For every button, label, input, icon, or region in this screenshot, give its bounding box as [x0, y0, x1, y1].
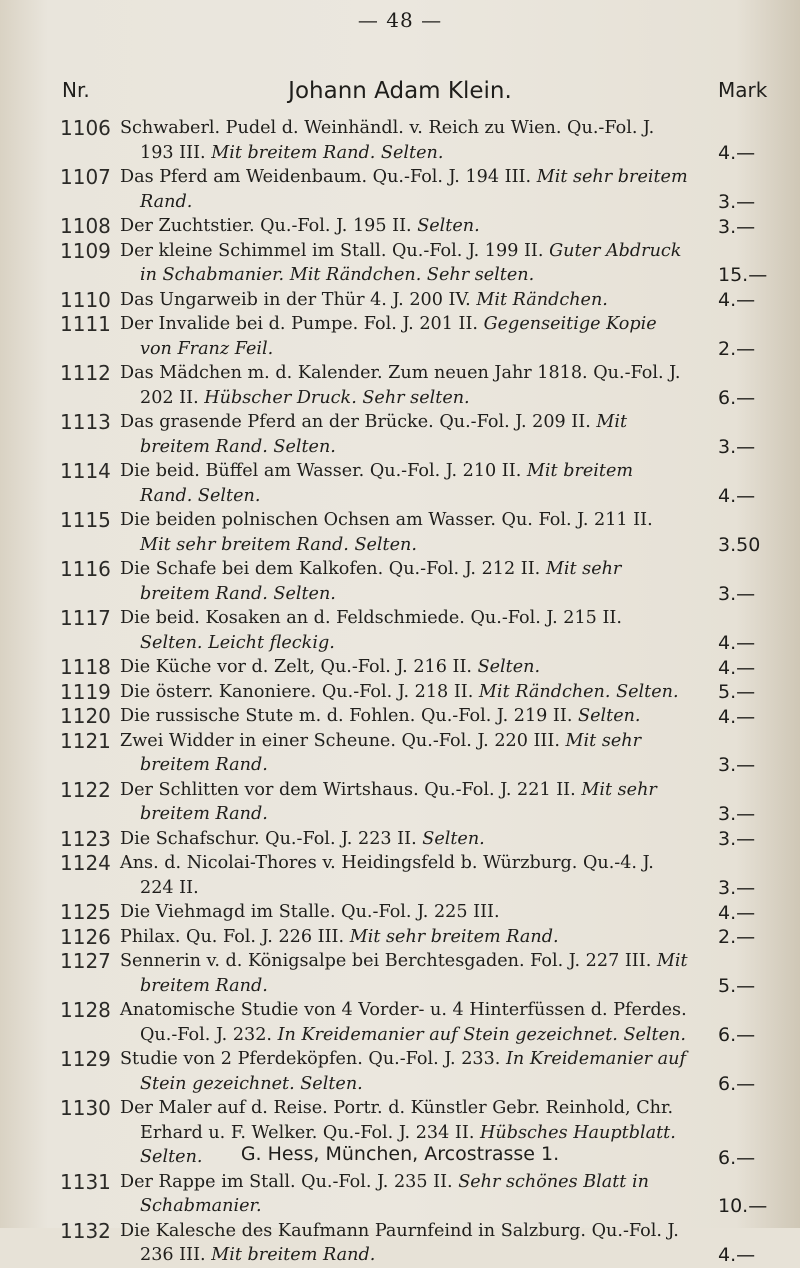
entry-price: 15.—: [718, 264, 768, 286]
entry-description: [120, 239, 688, 288]
entry-title: Der kleine Schimmel im Stall. Qu.-Fol. J. 199 II.: [120, 240, 544, 261]
entry-price: 4.—: [718, 1244, 756, 1266]
entry-price: 4.—: [718, 901, 756, 924]
entry-price: 3.—: [718, 435, 756, 458]
entry-price: 3.—: [718, 582, 756, 605]
entry-description: [120, 680, 688, 705]
entry-title: Der Maler auf d. Reise. Portr. d. Künstler Gebr. Reinhold, Chr. Erhard u. F. Welker. Qu.-Fol. J. 234 II.: [120, 1098, 674, 1143]
entry-price: 4.—: [718, 289, 756, 311]
entry-title: Sennerin v. d. Königsalpe bei Berchtesgaden. Fol. J. 227 III.: [120, 951, 652, 971]
entry-note: Sehr schönes Blatt in Schabmanier.: [140, 1171, 649, 1216]
entry-price: 3.—: [718, 828, 756, 850]
entry-price: 6.—: [718, 1023, 756, 1046]
entry-number: 1109: [60, 238, 111, 263]
catalog-entry: [0, 116, 800, 165]
column-header-mark: Mark: [718, 78, 768, 102]
entry-number: 1118: [60, 655, 111, 679]
entry-title: Die Schafschur. Qu.-Fol. J. 223 II.: [120, 828, 417, 849]
entry-number: 1115: [60, 508, 111, 532]
entry-title: Die Viehmagd im Stalle. Qu.-Fol. J. 225 III.: [120, 902, 500, 922]
entry-title: Das Mädchen m. d. Kalender. Zum neuen Jahr 1818. Qu.-Fol. J. 202 II.: [120, 363, 681, 408]
publisher-footer: G. Hess, München, Arcostrasse 1.: [240, 1143, 560, 1165]
catalog-entry: [0, 508, 800, 557]
entry-title: Der Invalide bei d. Pumpe. Fol. J. 201 II.: [120, 314, 478, 334]
entry-description: [120, 1047, 688, 1096]
entry-description: [120, 606, 688, 655]
entry-number: 1130: [60, 1096, 111, 1120]
entry-note: Mit breitem Rand.: [140, 951, 688, 996]
catalog-entry: [0, 239, 800, 288]
entry-price: 5.—: [718, 974, 756, 997]
entry-price: 4.—: [718, 631, 756, 654]
entry-title: Die Kalesche des Kaufmann Paurnfeind in Salzburg. Qu.-Fol. J. 236 III.: [120, 1220, 679, 1265]
entry-number: 1131: [60, 1169, 111, 1194]
catalog-entry: [0, 1170, 800, 1219]
entry-title: Der Rappe im Stall. Qu.-Fol. J. 235 II.: [120, 1171, 453, 1192]
entry-number: 1119: [60, 679, 111, 704]
entry-number: 1110: [60, 287, 111, 312]
entry-title: Die beid. Kosaken an d. Feldschmiede. Qu.-Fol. J. 215 II.: [120, 608, 622, 628]
entry-note: Mit sehr breitem Rand.: [140, 167, 688, 212]
entry-price: 6.—: [718, 386, 756, 409]
entry-note: Selten.: [578, 706, 641, 726]
catalog-entry: [0, 361, 800, 410]
entry-number: 1117: [60, 606, 111, 630]
entry-description: [120, 508, 688, 557]
entry-number: 1125: [60, 900, 111, 924]
catalog-entry: [0, 704, 800, 729]
entry-note: Selten.: [417, 216, 480, 236]
entry-price: 2.—: [718, 337, 756, 360]
entry-description: [120, 851, 688, 900]
entry-price: 4.—: [718, 705, 756, 728]
catalog-entry: [0, 214, 800, 239]
entry-description: [120, 312, 688, 361]
entry-price: 6.—: [718, 1072, 756, 1095]
entry-description: [120, 410, 688, 459]
entry-description: [120, 1219, 688, 1268]
entry-description: [120, 288, 688, 313]
entry-number: 1127: [60, 949, 111, 973]
catalog-entry: [0, 410, 800, 459]
entry-note: Selten.: [422, 828, 485, 849]
entry-number: 1107: [60, 165, 111, 189]
entry-title: Studie von 2 Pferdeköpfen. Qu.-Fol. J. 233.: [120, 1049, 501, 1069]
entry-title: Die Küche vor d. Zelt, Qu.-Fol. J. 216 II.: [120, 657, 472, 677]
entry-title: Ans. d. Nicolai-Thores v. Heidingsfeld b. Würzburg. Qu.-4. J. 224 II.: [120, 853, 654, 898]
entry-number: 1120: [60, 704, 111, 728]
catalog-entry: [0, 900, 800, 925]
entry-description: [120, 998, 688, 1047]
entry-number: 1111: [60, 312, 111, 336]
entry-description: [120, 925, 688, 950]
entry-price: 3.—: [718, 803, 756, 825]
column-header-nr: Nr.: [62, 78, 90, 102]
entry-price: 4.—: [718, 484, 756, 507]
entry-number: 1126: [60, 924, 111, 949]
entry-number: 1123: [60, 826, 111, 851]
entry-note: Mit sehr breitem Rand.: [140, 779, 657, 824]
entry-title: Die österr. Kanoniere. Qu.-Fol. J. 218 II.: [120, 681, 474, 702]
entry-number: 1132: [60, 1218, 111, 1243]
entry-title: Schwaberl. Pudel d. Weinhändl. v. Reich zu Wien. Qu.-Fol. J. 193 III.: [120, 118, 655, 163]
catalog-entry: [0, 459, 800, 508]
entry-title: Anatomische Studie von 4 Vorder- u. 4 Hinterfüssen d. Pferdes. Qu.-Fol. J. 232.: [120, 1000, 687, 1045]
entry-number: 1116: [60, 557, 111, 581]
entry-price: 3.—: [718, 215, 756, 238]
entry-number: 1112: [60, 361, 111, 385]
entry-price: 10.—: [718, 1195, 768, 1217]
entry-note: In Kreidemanier auf Stein gezeichnet. Selten.: [140, 1049, 687, 1094]
entry-note: Mit breitem Rand.: [211, 1245, 376, 1265]
entry-note: Mit breitem Rand. Selten.: [140, 412, 628, 457]
catalog-entry: [0, 312, 800, 361]
entry-title: Das Pferd am Weidenbaum. Qu.-Fol. J. 194 III.: [120, 167, 532, 187]
artist-heading: Johann Adam Klein.: [288, 78, 512, 104]
entry-note: Mit sehr breitem Rand.: [140, 730, 642, 775]
entry-note: In Kreidemanier auf Stein gezeichnet. Selten.: [277, 1024, 686, 1045]
entry-description: [120, 214, 688, 239]
entry-number: 1106: [60, 116, 111, 140]
catalog-entry: [0, 729, 800, 778]
entry-title: Philax. Qu. Fol. J. 226 III.: [120, 926, 345, 947]
entry-description: [120, 655, 688, 680]
catalog-entry: [0, 1219, 800, 1268]
entry-price: 3.—: [718, 190, 756, 213]
entry-note: Selten.: [477, 657, 541, 677]
catalog-entry: [0, 998, 800, 1047]
catalog-entry: [0, 949, 800, 998]
entry-description: [120, 949, 688, 998]
entry-description: [120, 557, 688, 606]
catalog-entry: [0, 680, 800, 705]
entry-note: Selten. Leicht fleckig.: [140, 632, 335, 653]
entry-title: Zwei Widder in einer Scheune. Qu.-Fol. J. 220 III.: [120, 730, 560, 751]
entry-price: 5.—: [718, 681, 756, 703]
entry-description: [120, 729, 688, 778]
entry-number: 1114: [60, 459, 111, 483]
entry-note: Hübsches Hauptblatt. Selten.: [140, 1122, 676, 1167]
catalog-entry: [0, 655, 800, 680]
entry-note: Mit sehr breitem Rand.: [349, 926, 559, 947]
entry-description: [120, 778, 688, 827]
entry-description: [120, 116, 688, 165]
entry-price: 3.50: [718, 533, 761, 556]
entry-description: [120, 165, 688, 214]
entry-description: [120, 827, 688, 852]
entry-description: [120, 900, 688, 925]
entry-description: [120, 361, 688, 410]
catalog-entry: [0, 165, 800, 214]
entry-note: Mit sehr breitem Rand. Selten.: [140, 534, 417, 555]
entry-number: 1121: [60, 728, 111, 753]
entry-price: 4.—: [718, 141, 756, 164]
entry-number: 1129: [60, 1047, 111, 1071]
entry-title: Das Ungarweib in der Thür 4. J. 200 IV.: [120, 289, 471, 310]
catalog-entry: [0, 851, 800, 900]
entry-price: 3.—: [718, 876, 756, 899]
entry-price: 2.—: [718, 926, 756, 948]
entry-description: [120, 1170, 688, 1219]
entry-number: 1113: [60, 410, 111, 434]
entry-note: Mit Rändchen. Selten.: [478, 681, 679, 702]
entry-number: 1124: [60, 851, 111, 875]
entry-title: Die Schafe bei dem Kalkofen. Qu.-Fol. J. 212 II.: [120, 559, 541, 579]
entry-title: Die beiden polnischen Ochsen am Wasser. Qu. Fol. J. 211 II.: [120, 510, 653, 530]
entry-number: 1128: [60, 998, 111, 1022]
entry-title: Die russische Stute m. d. Fohlen. Qu.-Fol. J. 219 II.: [120, 706, 573, 726]
entry-number: 1108: [60, 214, 111, 238]
entry-description: [120, 704, 688, 729]
entry-note: Hübscher Druck. Sehr selten.: [204, 387, 470, 408]
catalog-entry: [0, 606, 800, 655]
entry-number: 1122: [60, 777, 111, 802]
entry-note: Mit Rändchen.: [476, 289, 608, 310]
entry-description: [120, 459, 688, 508]
catalog-entry: [0, 827, 800, 852]
catalog-entry: [0, 778, 800, 827]
entry-note: Mit breitem Rand. Selten.: [140, 461, 634, 506]
catalog-entry: [0, 288, 800, 313]
catalog-entry: [0, 1047, 800, 1096]
entry-title: Der Schlitten vor dem Wirtshaus. Qu.-Fol. J. 221 II.: [120, 779, 576, 800]
catalog-entry: [0, 557, 800, 606]
entry-note: Guter Abdruck in Schabmanier. Mit Rändchen. Sehr selten.: [140, 240, 682, 285]
entry-note: Gegenseitige Kopie von Franz Feil.: [140, 314, 657, 359]
entry-note: Mit breitem Rand. Selten.: [211, 142, 444, 163]
entry-price: 3.—: [718, 754, 756, 776]
entry-note: Mit sehr breitem Rand. Selten.: [140, 559, 622, 604]
entry-list: [0, 116, 800, 1268]
entry-title: Der Zuchtstier. Qu.-Fol. J. 195 II.: [120, 216, 412, 236]
entry-title: Das grasende Pferd an der Brücke. Qu.-Fol. J. 209 II.: [120, 412, 591, 432]
page-number: — 48 —: [357, 8, 443, 32]
entry-price: 6.—: [718, 1146, 756, 1169]
entry-title: Die beid. Büffel am Wasser. Qu.-Fol. J. 210 II.: [120, 461, 522, 481]
entry-price: 4.—: [718, 656, 756, 679]
catalog-entry: [0, 925, 800, 950]
